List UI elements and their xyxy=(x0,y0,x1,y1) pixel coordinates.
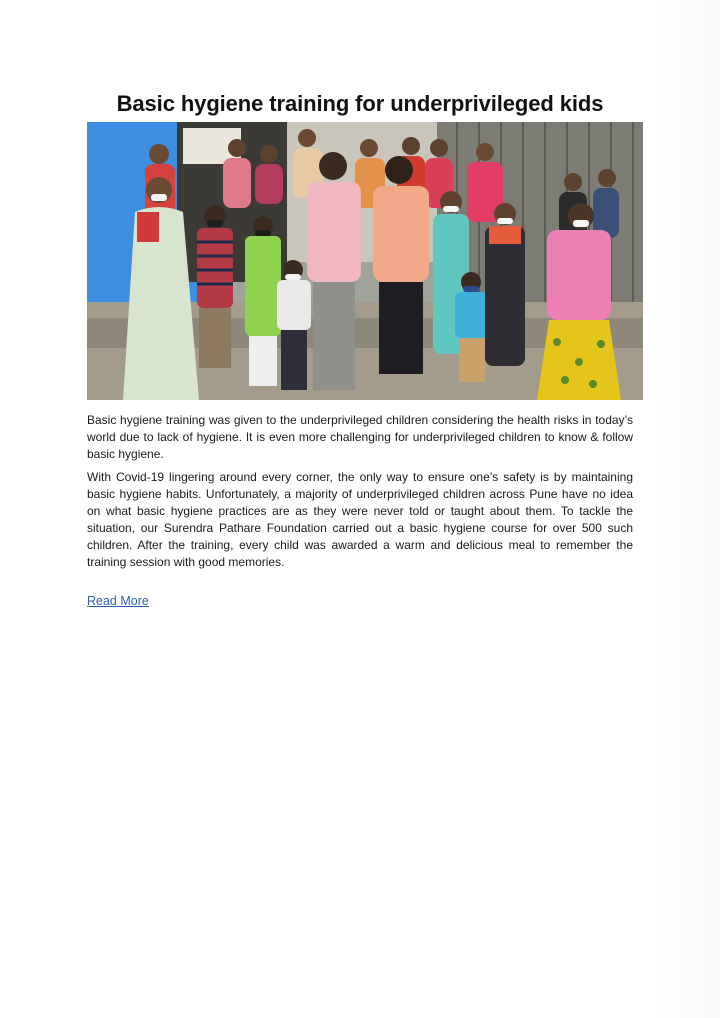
article-paragraph-1: Basic hygiene training was given to the underprivileged children considering the health risks in today’s world due to lack of hygiene. It is even more challenging for underprivileged children to know & follow basic hygiene. xyxy=(87,413,633,461)
article-body xyxy=(87,412,633,577)
page-edge-shadow xyxy=(656,0,720,1018)
page-title: Basic hygiene training for underprivileged kids xyxy=(116,91,604,116)
read-more-link[interactable]: Read More xyxy=(87,594,149,608)
group-photo xyxy=(87,122,643,400)
article-paragraph-2: With Covid-19 lingering around every corner, the only way to ensure one’s safety is by maintaining basic hygiene habits. Unfortunately, a majority of underprivileged children across Pune have no idea on what basic hygiene practices are as they were never told or taught about them. To tackle the situation, our Surendra Pathare Foundation carried out a basic hygiene course for over 500 such children. After the training, every child was awarded a warm and delicious meal to remember the training session with good memories. xyxy=(87,470,633,569)
